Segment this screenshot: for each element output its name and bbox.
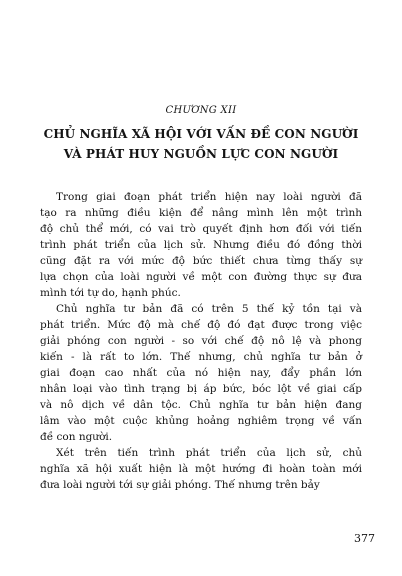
text-line: Xét trên tiến trình phát triển của lịch sử, chủ bbox=[56, 447, 362, 459]
chapter-title-line-2: VÀ PHÁT HUY NGUỒN LỰC CON NGƯỜI bbox=[63, 147, 339, 161]
text-line: đưa loài người tới sự giải phóng. Thế nhưng trên bảy bbox=[40, 479, 320, 491]
chapter-label: CHƯƠNG XII bbox=[165, 105, 237, 116]
text-line: nhân loại vào tình trạng bị áp bức, bóc lột về giai cấp bbox=[40, 383, 362, 395]
text-line: trình phát triển của lịch sử. Nhưng điều đó đồng thời bbox=[40, 239, 362, 251]
text-line: lâm vào một cuộc khủng hoảng nghiêm trọng về vấn bbox=[40, 415, 362, 427]
text-line: độ chủ thể mới, có vai trò quyết định hơn đối với tiến bbox=[40, 223, 362, 235]
text-line: kiến - là rất to lớn. Thế nhưng, chủ nghĩa tư bản ở bbox=[40, 351, 362, 363]
chapter-title-line-1: CHỦ NGHĨA XÃ HỘI VỚI VẤN ĐỀ CON NGƯỜI bbox=[43, 127, 359, 141]
text-line: mình tới tự do, hạnh phúc. bbox=[40, 287, 181, 299]
text-line: phát triển. Mức độ mà chế độ đó đạt được trong việc bbox=[40, 319, 362, 331]
text-line: lựa chọn của loài người về một con đường thực sự đưa bbox=[40, 271, 362, 283]
text-line: tạo ra những điều kiện để nâng mình lên một trình bbox=[40, 207, 362, 219]
text-line: Chủ nghĩa tư bản đã có trên 5 thế kỷ tồn tại và bbox=[56, 303, 362, 315]
page-number: 377 bbox=[354, 532, 375, 545]
text-line: giải phóng con người - so với chế độ nô lệ và phong bbox=[40, 335, 362, 347]
text-line: giai đoạn cao nhất của nó hiện nay, đẩy phần lớn bbox=[40, 367, 362, 379]
body-text bbox=[40, 189, 362, 493]
text-line: đề con người. bbox=[40, 431, 113, 443]
text-line: Trong giai đoạn phát triển hiện nay loài người đã bbox=[56, 191, 362, 203]
text-line: nghĩa xã hội xuất hiện là một hướng đi hoàn toàn mới bbox=[40, 463, 362, 475]
text-line: và nô dịch về dân tộc. Chủ nghĩa tư bản hiện đang bbox=[40, 399, 362, 411]
text-line: cũng đặt ra với mức độ bức thiết chưa từng thấy sự bbox=[40, 255, 362, 267]
